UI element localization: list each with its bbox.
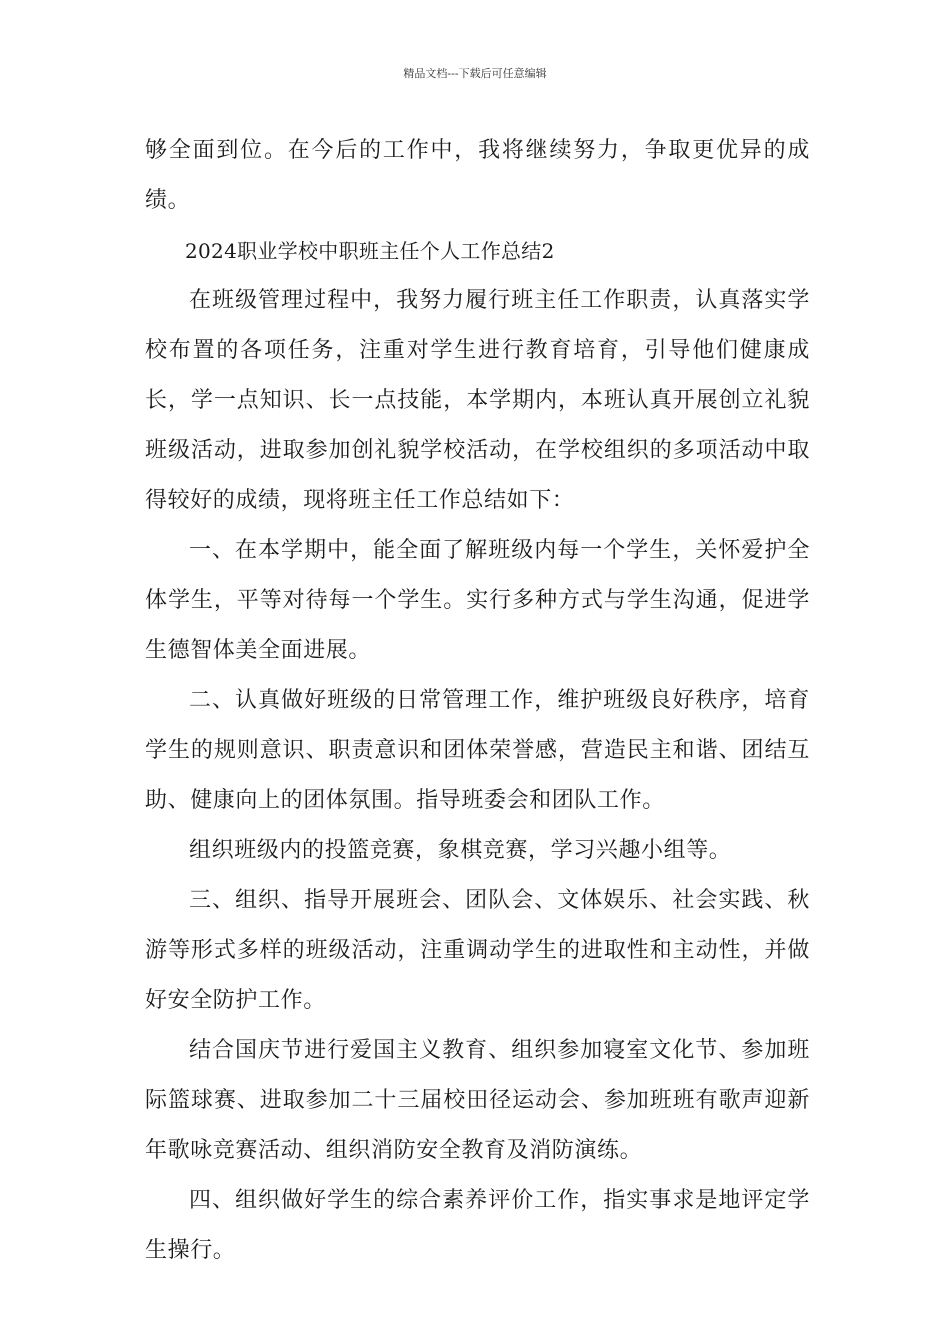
paragraph-continuation: 够全面到位。在今后的工作中，我将继续努力，争取更优异的成绩。: [145, 138, 810, 213]
document-body: [145, 126, 810, 1276]
page-header: 精品文档---下载后可任意编辑: [403, 67, 547, 80]
paragraph-activities: 组织班级内的投篮竞赛，象棋竞赛，学习兴趣小组等。: [189, 838, 732, 863]
paragraph-point-4: 四、组织做好学生的综合素养评价工作，指实事求是地评定学生操行。: [145, 1188, 810, 1263]
paragraph-point-2: 二、认真做好班级的日常管理工作，维护班级良好秩序，培育学生的规则意识、职责意识和团体荣誉感，营造民主和谐、团结互助、健康向上的团体氛围。指导班委会和团队工作。: [145, 688, 810, 813]
paragraph-intro: 在班级管理过程中，我努力履行班主任工作职责，认真落实学校布置的各项任务，注重对学生进行教育培育，引导他们健康成长，学一点知识、长一点技能，本学期内，本班认真开展创立礼貌班级活动，进取参加创礼貌学校活动，在学校组织的多项活动中取得较好的成绩，现将班主任工作总结如下：: [145, 288, 810, 513]
section-title: 2024职业学校中职班主任个人工作总结2: [185, 239, 555, 263]
paragraph-point-1: 一、在本学期中，能全面了解班级内每一个学生，关怀爱护全体学生，平等对待每一个学生。实行多种方式与学生沟通，促进学生德智体美全面进展。: [145, 538, 810, 663]
paragraph-events: 结合国庆节进行爱国主义教育、组织参加寝室文化节、参加班际篮球赛、进取参加二十三届校田径运动会、参加班班有歌声迎新年歌咏竞赛活动、组织消防安全教育及消防演练。: [145, 1038, 810, 1163]
paragraph-point-3: 三、组织、指导开展班会、团队会、文体娱乐、社会实践、秋游等形式多样的班级活动，注重调动学生的进取性和主动性，并做好安全防护工作。: [145, 888, 810, 1013]
